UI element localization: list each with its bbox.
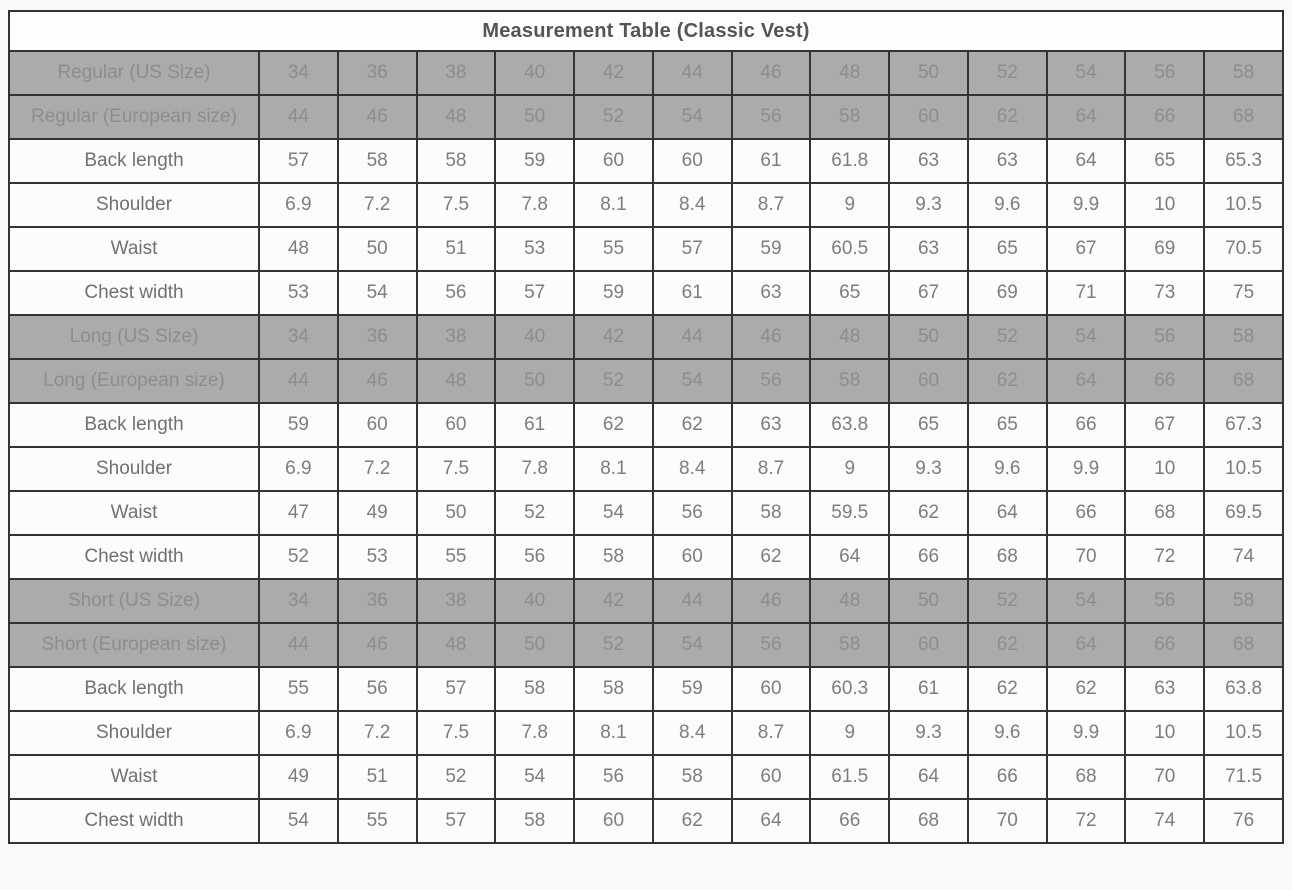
size-header-row (9, 95, 1283, 139)
value-cell: 69 (1125, 227, 1204, 271)
row-label: Long (European size) (9, 359, 259, 403)
value-cell: 9.6 (968, 447, 1047, 491)
value-cell: 72 (1047, 799, 1126, 843)
value-cell: 48 (417, 359, 496, 403)
value-cell: 7.8 (495, 183, 574, 227)
value-cell: 74 (1125, 799, 1204, 843)
value-cell: 56 (574, 755, 653, 799)
value-cell: 46 (732, 315, 811, 359)
row-label: Waist (9, 491, 259, 535)
value-cell: 54 (1047, 579, 1126, 623)
value-cell: 50 (417, 491, 496, 535)
value-cell: 46 (732, 51, 811, 95)
value-cell: 58 (417, 139, 496, 183)
value-cell: 56 (732, 359, 811, 403)
value-cell: 66 (1047, 403, 1126, 447)
value-cell: 66 (1125, 359, 1204, 403)
value-cell: 56 (653, 491, 732, 535)
value-cell: 48 (810, 579, 889, 623)
value-cell: 7.5 (417, 711, 496, 755)
value-cell: 40 (495, 51, 574, 95)
value-cell: 70 (968, 799, 1047, 843)
value-cell: 50 (889, 51, 968, 95)
value-cell: 58 (495, 799, 574, 843)
value-cell: 52 (968, 51, 1047, 95)
value-cell: 47 (259, 491, 338, 535)
measurement-row (9, 271, 1283, 315)
value-cell: 8.4 (653, 711, 732, 755)
value-cell: 65.3 (1204, 139, 1283, 183)
value-cell: 44 (653, 51, 732, 95)
value-cell: 55 (417, 535, 496, 579)
value-cell: 50 (495, 95, 574, 139)
value-cell: 60 (732, 667, 811, 711)
row-label: Waist (9, 227, 259, 271)
value-cell: 10 (1125, 711, 1204, 755)
value-cell: 50 (889, 315, 968, 359)
value-cell: 8.1 (574, 447, 653, 491)
value-cell: 55 (259, 667, 338, 711)
value-cell: 34 (259, 51, 338, 95)
value-cell: 9.3 (889, 711, 968, 755)
value-cell: 7.8 (495, 447, 574, 491)
value-cell: 62 (968, 359, 1047, 403)
value-cell: 76 (1204, 799, 1283, 843)
value-cell: 50 (338, 227, 417, 271)
value-cell: 36 (338, 51, 417, 95)
measurement-row (9, 183, 1283, 227)
value-cell: 9.9 (1047, 711, 1126, 755)
value-cell: 50 (495, 359, 574, 403)
value-cell: 52 (495, 491, 574, 535)
value-cell: 8.7 (732, 183, 811, 227)
value-cell: 10.5 (1204, 447, 1283, 491)
value-cell: 10 (1125, 447, 1204, 491)
value-cell: 60 (653, 535, 732, 579)
value-cell: 68 (1204, 623, 1283, 667)
value-cell: 61 (495, 403, 574, 447)
value-cell: 9.9 (1047, 183, 1126, 227)
value-cell: 68 (889, 799, 968, 843)
size-header-row (9, 51, 1283, 95)
value-cell: 64 (1047, 139, 1126, 183)
value-cell: 38 (417, 579, 496, 623)
value-cell: 69 (968, 271, 1047, 315)
value-cell: 8.7 (732, 447, 811, 491)
value-cell: 58 (574, 667, 653, 711)
value-cell: 65 (968, 227, 1047, 271)
value-cell: 54 (574, 491, 653, 535)
value-cell: 56 (732, 95, 811, 139)
value-cell: 60 (889, 623, 968, 667)
value-cell: 42 (574, 579, 653, 623)
table-body (9, 51, 1283, 843)
value-cell: 63 (889, 227, 968, 271)
value-cell: 62 (968, 667, 1047, 711)
measurement-row (9, 755, 1283, 799)
value-cell: 62 (574, 403, 653, 447)
value-cell: 59 (653, 667, 732, 711)
value-cell: 54 (1047, 315, 1126, 359)
value-cell: 7.5 (417, 447, 496, 491)
row-label: Chest width (9, 799, 259, 843)
row-label: Short (European size) (9, 623, 259, 667)
row-label: Waist (9, 755, 259, 799)
value-cell: 8.4 (653, 447, 732, 491)
row-label: Chest width (9, 271, 259, 315)
value-cell: 60 (574, 139, 653, 183)
value-cell: 65 (810, 271, 889, 315)
value-cell: 48 (259, 227, 338, 271)
value-cell: 60 (653, 139, 732, 183)
row-label: Shoulder (9, 183, 259, 227)
value-cell: 63 (889, 139, 968, 183)
value-cell: 56 (338, 667, 417, 711)
measurement-row (9, 799, 1283, 843)
size-header-row (9, 359, 1283, 403)
value-cell: 58 (653, 755, 732, 799)
value-cell: 9.3 (889, 183, 968, 227)
value-cell: 64 (889, 755, 968, 799)
value-cell: 71 (1047, 271, 1126, 315)
value-cell: 75 (1204, 271, 1283, 315)
value-cell: 57 (417, 667, 496, 711)
row-label: Back length (9, 403, 259, 447)
value-cell: 61.8 (810, 139, 889, 183)
value-cell: 62 (653, 403, 732, 447)
value-cell: 55 (338, 799, 417, 843)
value-cell: 66 (1125, 623, 1204, 667)
row-label: Long (US Size) (9, 315, 259, 359)
value-cell: 59 (732, 227, 811, 271)
value-cell: 57 (653, 227, 732, 271)
value-cell: 46 (338, 623, 417, 667)
value-cell: 46 (338, 95, 417, 139)
value-cell: 63 (1125, 667, 1204, 711)
value-cell: 58 (732, 491, 811, 535)
value-cell: 62 (732, 535, 811, 579)
value-cell: 34 (259, 315, 338, 359)
value-cell: 44 (653, 579, 732, 623)
value-cell: 52 (574, 359, 653, 403)
value-cell: 62 (653, 799, 732, 843)
value-cell: 38 (417, 315, 496, 359)
value-cell: 9 (810, 183, 889, 227)
value-cell: 56 (1125, 315, 1204, 359)
value-cell: 57 (495, 271, 574, 315)
table-title: Measurement Table (Classic Vest) (9, 11, 1283, 51)
row-label: Back length (9, 667, 259, 711)
value-cell: 51 (417, 227, 496, 271)
value-cell: 48 (417, 95, 496, 139)
value-cell: 8.7 (732, 711, 811, 755)
value-cell: 49 (259, 755, 338, 799)
value-cell: 56 (495, 535, 574, 579)
value-cell: 60 (338, 403, 417, 447)
value-cell: 54 (1047, 51, 1126, 95)
value-cell: 52 (417, 755, 496, 799)
value-cell: 68 (1204, 359, 1283, 403)
value-cell: 72 (1125, 535, 1204, 579)
size-header-row (9, 623, 1283, 667)
value-cell: 57 (259, 139, 338, 183)
value-cell: 64 (968, 491, 1047, 535)
value-cell: 74 (1204, 535, 1283, 579)
value-cell: 63.8 (810, 403, 889, 447)
value-cell: 54 (495, 755, 574, 799)
value-cell: 62 (968, 623, 1047, 667)
value-cell: 7.5 (417, 183, 496, 227)
value-cell: 68 (968, 535, 1047, 579)
value-cell: 58 (1204, 51, 1283, 95)
value-cell: 36 (338, 579, 417, 623)
value-cell: 67 (1125, 403, 1204, 447)
value-cell: 69.5 (1204, 491, 1283, 535)
value-cell: 58 (810, 95, 889, 139)
measurement-row (9, 711, 1283, 755)
size-header-row (9, 315, 1283, 359)
value-cell: 44 (259, 359, 338, 403)
value-cell: 68 (1125, 491, 1204, 535)
value-cell: 65 (889, 403, 968, 447)
value-cell: 58 (810, 623, 889, 667)
value-cell: 53 (259, 271, 338, 315)
value-cell: 49 (338, 491, 417, 535)
value-cell: 9.6 (968, 711, 1047, 755)
value-cell: 7.2 (338, 447, 417, 491)
value-cell: 61.5 (810, 755, 889, 799)
size-header-row (9, 579, 1283, 623)
value-cell: 66 (968, 755, 1047, 799)
value-cell: 61 (732, 139, 811, 183)
value-cell: 64 (732, 799, 811, 843)
value-cell: 44 (259, 95, 338, 139)
value-cell: 56 (732, 623, 811, 667)
value-cell: 60 (574, 799, 653, 843)
value-cell: 62 (889, 491, 968, 535)
value-cell: 59 (259, 403, 338, 447)
value-cell: 54 (259, 799, 338, 843)
value-cell: 60.3 (810, 667, 889, 711)
value-cell: 65 (1125, 139, 1204, 183)
value-cell: 73 (1125, 271, 1204, 315)
value-cell: 70 (1125, 755, 1204, 799)
value-cell: 60 (889, 95, 968, 139)
value-cell: 63.8 (1204, 667, 1283, 711)
value-cell: 64 (1047, 623, 1126, 667)
value-cell: 58 (1204, 579, 1283, 623)
value-cell: 64 (1047, 95, 1126, 139)
value-cell: 46 (732, 579, 811, 623)
value-cell: 67 (1047, 227, 1126, 271)
row-label: Regular (European size) (9, 95, 259, 139)
value-cell: 9.3 (889, 447, 968, 491)
measurement-row (9, 491, 1283, 535)
value-cell: 66 (889, 535, 968, 579)
measurement-row (9, 227, 1283, 271)
value-cell: 59 (495, 139, 574, 183)
value-cell: 51 (338, 755, 417, 799)
value-cell: 64 (1047, 359, 1126, 403)
value-cell: 34 (259, 579, 338, 623)
value-cell: 70 (1047, 535, 1126, 579)
row-label: Short (US Size) (9, 579, 259, 623)
value-cell: 57 (417, 799, 496, 843)
measurement-row (9, 667, 1283, 711)
value-cell: 66 (1047, 491, 1126, 535)
value-cell: 52 (574, 95, 653, 139)
value-cell: 8.4 (653, 183, 732, 227)
value-cell: 40 (495, 579, 574, 623)
table-title-row (9, 11, 1283, 51)
value-cell: 53 (338, 535, 417, 579)
value-cell: 7.2 (338, 711, 417, 755)
value-cell: 62 (968, 95, 1047, 139)
row-label: Shoulder (9, 447, 259, 491)
value-cell: 6.9 (259, 447, 338, 491)
value-cell: 48 (810, 51, 889, 95)
value-cell: 52 (968, 579, 1047, 623)
value-cell: 58 (574, 535, 653, 579)
value-cell: 44 (259, 623, 338, 667)
value-cell: 6.9 (259, 711, 338, 755)
measurement-row (9, 403, 1283, 447)
value-cell: 54 (653, 359, 732, 403)
measurement-row (9, 535, 1283, 579)
row-label: Shoulder (9, 711, 259, 755)
measurement-table (8, 10, 1284, 844)
value-cell: 10 (1125, 183, 1204, 227)
value-cell: 68 (1204, 95, 1283, 139)
row-label: Back length (9, 139, 259, 183)
value-cell: 10.5 (1204, 183, 1283, 227)
value-cell: 7.2 (338, 183, 417, 227)
value-cell: 60 (732, 755, 811, 799)
value-cell: 8.1 (574, 183, 653, 227)
value-cell: 52 (968, 315, 1047, 359)
value-cell: 44 (653, 315, 732, 359)
value-cell: 6.9 (259, 183, 338, 227)
measurement-row (9, 447, 1283, 491)
value-cell: 61 (889, 667, 968, 711)
value-cell: 70.5 (1204, 227, 1283, 271)
value-cell: 8.1 (574, 711, 653, 755)
value-cell: 52 (574, 623, 653, 667)
value-cell: 48 (417, 623, 496, 667)
value-cell: 64 (810, 535, 889, 579)
value-cell: 66 (810, 799, 889, 843)
value-cell: 55 (574, 227, 653, 271)
value-cell: 50 (495, 623, 574, 667)
value-cell: 9 (810, 447, 889, 491)
value-cell: 59.5 (810, 491, 889, 535)
value-cell: 40 (495, 315, 574, 359)
value-cell: 63 (968, 139, 1047, 183)
measurement-row (9, 139, 1283, 183)
value-cell: 9.6 (968, 183, 1047, 227)
value-cell: 62 (1047, 667, 1126, 711)
value-cell: 59 (574, 271, 653, 315)
value-cell: 60.5 (810, 227, 889, 271)
value-cell: 53 (495, 227, 574, 271)
value-cell: 48 (810, 315, 889, 359)
value-cell: 56 (1125, 579, 1204, 623)
value-cell: 58 (1204, 315, 1283, 359)
value-cell: 42 (574, 315, 653, 359)
value-cell: 46 (338, 359, 417, 403)
value-cell: 60 (889, 359, 968, 403)
value-cell: 58 (338, 139, 417, 183)
value-cell: 54 (653, 623, 732, 667)
value-cell: 68 (1047, 755, 1126, 799)
value-cell: 67.3 (1204, 403, 1283, 447)
value-cell: 9.9 (1047, 447, 1126, 491)
value-cell: 38 (417, 51, 496, 95)
value-cell: 63 (732, 403, 811, 447)
value-cell: 56 (1125, 51, 1204, 95)
value-cell: 65 (968, 403, 1047, 447)
value-cell: 63 (732, 271, 811, 315)
value-cell: 58 (810, 359, 889, 403)
value-cell: 36 (338, 315, 417, 359)
row-label: Regular (US Size) (9, 51, 259, 95)
value-cell: 52 (259, 535, 338, 579)
value-cell: 60 (417, 403, 496, 447)
value-cell: 66 (1125, 95, 1204, 139)
value-cell: 71.5 (1204, 755, 1283, 799)
value-cell: 10.5 (1204, 711, 1283, 755)
value-cell: 54 (338, 271, 417, 315)
value-cell: 50 (889, 579, 968, 623)
value-cell: 67 (889, 271, 968, 315)
value-cell: 56 (417, 271, 496, 315)
value-cell: 9 (810, 711, 889, 755)
value-cell: 61 (653, 271, 732, 315)
value-cell: 54 (653, 95, 732, 139)
row-label: Chest width (9, 535, 259, 579)
value-cell: 58 (495, 667, 574, 711)
value-cell: 42 (574, 51, 653, 95)
value-cell: 7.8 (495, 711, 574, 755)
